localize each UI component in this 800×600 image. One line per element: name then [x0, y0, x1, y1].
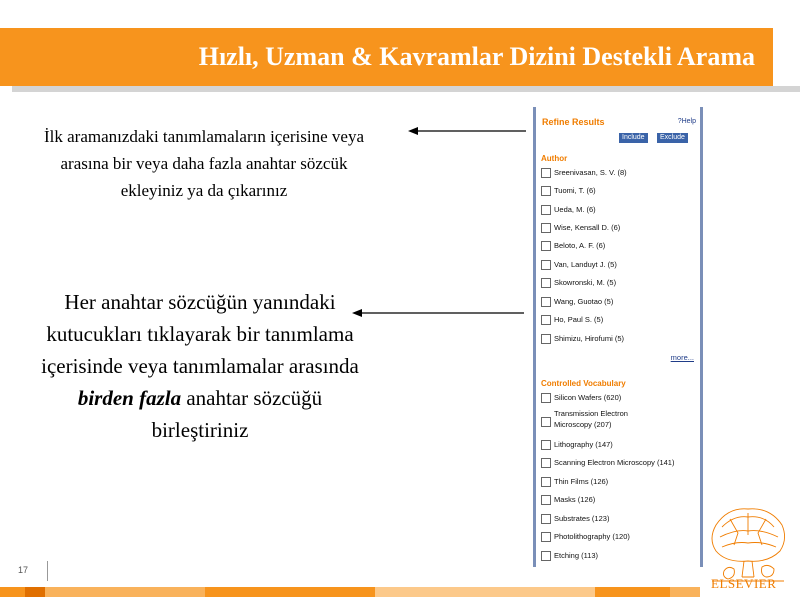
more-link[interactable]: more... [670, 353, 694, 362]
checkbox[interactable] [541, 260, 551, 270]
controlled-vocabulary-header: Controlled Vocabulary [541, 379, 626, 388]
checkbox[interactable] [541, 223, 551, 233]
vocab-item[interactable]: Substrates (123) [541, 513, 609, 525]
checkbox[interactable] [541, 440, 551, 450]
author-header: Author [541, 154, 568, 163]
author-item[interactable]: Wang, Guotao (5) [541, 296, 613, 308]
vocab-item[interactable]: Etching (113) [541, 550, 598, 562]
help-link[interactable]: ?Help [677, 118, 696, 125]
refine-results-title: Refine Results [542, 117, 605, 127]
page-number: 17 [18, 565, 29, 575]
checkbox[interactable] [541, 297, 551, 307]
bottom-stripe [0, 587, 700, 597]
author-item[interactable]: Sreenivasan, S. V. (8) [541, 167, 627, 179]
checkbox[interactable] [541, 514, 551, 524]
vocab-item-label: Microscopy (207) [554, 420, 612, 429]
author-item[interactable]: Beloto, A. F. (6) [541, 240, 605, 252]
exclude-button[interactable]: Exclude [657, 133, 688, 143]
author-item[interactable]: Tuomi, T. (6) [541, 185, 596, 197]
paragraph2-text-a: Her anahtar sözcüğün yanındaki kutucukları tıklayarak bir tanımlama içerisinde veya tanımlamalar arasında [41, 290, 359, 378]
vocab-item[interactable]: Silicon Wafers (620) [541, 392, 621, 404]
vocab-item[interactable]: Photolithography (120) [541, 531, 630, 543]
author-item[interactable]: Ueda, M. (6) [541, 204, 596, 216]
vocab-item[interactable]: Thin Films (126) [541, 476, 608, 488]
elsevier-logo-text: ELSEVIER [711, 576, 777, 591]
checkbox[interactable] [541, 393, 551, 403]
author-item[interactable]: Wise, Kensall D. (6) [541, 222, 620, 234]
instruction-paragraph-2 [40, 286, 360, 446]
paragraph2-text-b: anahtar sözcüğü birleştiriniz [151, 386, 323, 442]
checkbox[interactable] [541, 551, 551, 561]
vocab-item[interactable]: Lithography (147) [541, 439, 613, 451]
checkbox[interactable] [541, 417, 551, 427]
author-item[interactable]: Ho, Paul S. (5) [541, 314, 603, 326]
refine-results-panel [533, 107, 703, 567]
checkbox[interactable] [541, 241, 551, 251]
checkbox[interactable] [541, 186, 551, 196]
checkbox[interactable] [541, 458, 551, 468]
include-button[interactable]: Include [619, 133, 648, 143]
arrow-icon [408, 125, 528, 137]
title-shadow [12, 86, 800, 92]
author-item[interactable]: Shimizu, Hirofumi (5) [541, 333, 624, 345]
checkbox[interactable] [541, 278, 551, 288]
checkbox[interactable] [541, 205, 551, 215]
checkbox[interactable] [541, 334, 551, 344]
author-item[interactable]: Van, Landuyt J. (5) [541, 259, 617, 271]
author-item[interactable]: Skowronski, M. (5) [541, 277, 616, 289]
title-bar [0, 28, 773, 86]
arrow-icon [352, 307, 526, 319]
vocab-item-label: Transmission Electron [554, 409, 628, 418]
checkbox[interactable] [541, 532, 551, 542]
vocab-item[interactable] [541, 408, 628, 430]
page-number-divider [47, 561, 48, 581]
instruction-paragraph-1: İlk aramanızdaki tanımlamaların içerisine veya arasına bir veya daha fazla anahtar sözcük ekleyiniz ya da çıkarınız [43, 127, 365, 200]
checkbox[interactable] [541, 477, 551, 487]
slide-title: Hızlı, Uzman & Kavramlar Dizini Destekli Arama [198, 42, 755, 71]
vocab-item[interactable]: Scanning Electron Microscopy (141) [541, 457, 674, 469]
checkbox[interactable] [541, 315, 551, 325]
paragraph2-bold: birden fazla [77, 386, 182, 410]
checkbox[interactable] [541, 168, 551, 178]
vocab-item[interactable]: Masks (126) [541, 494, 595, 506]
checkbox[interactable] [541, 495, 551, 505]
